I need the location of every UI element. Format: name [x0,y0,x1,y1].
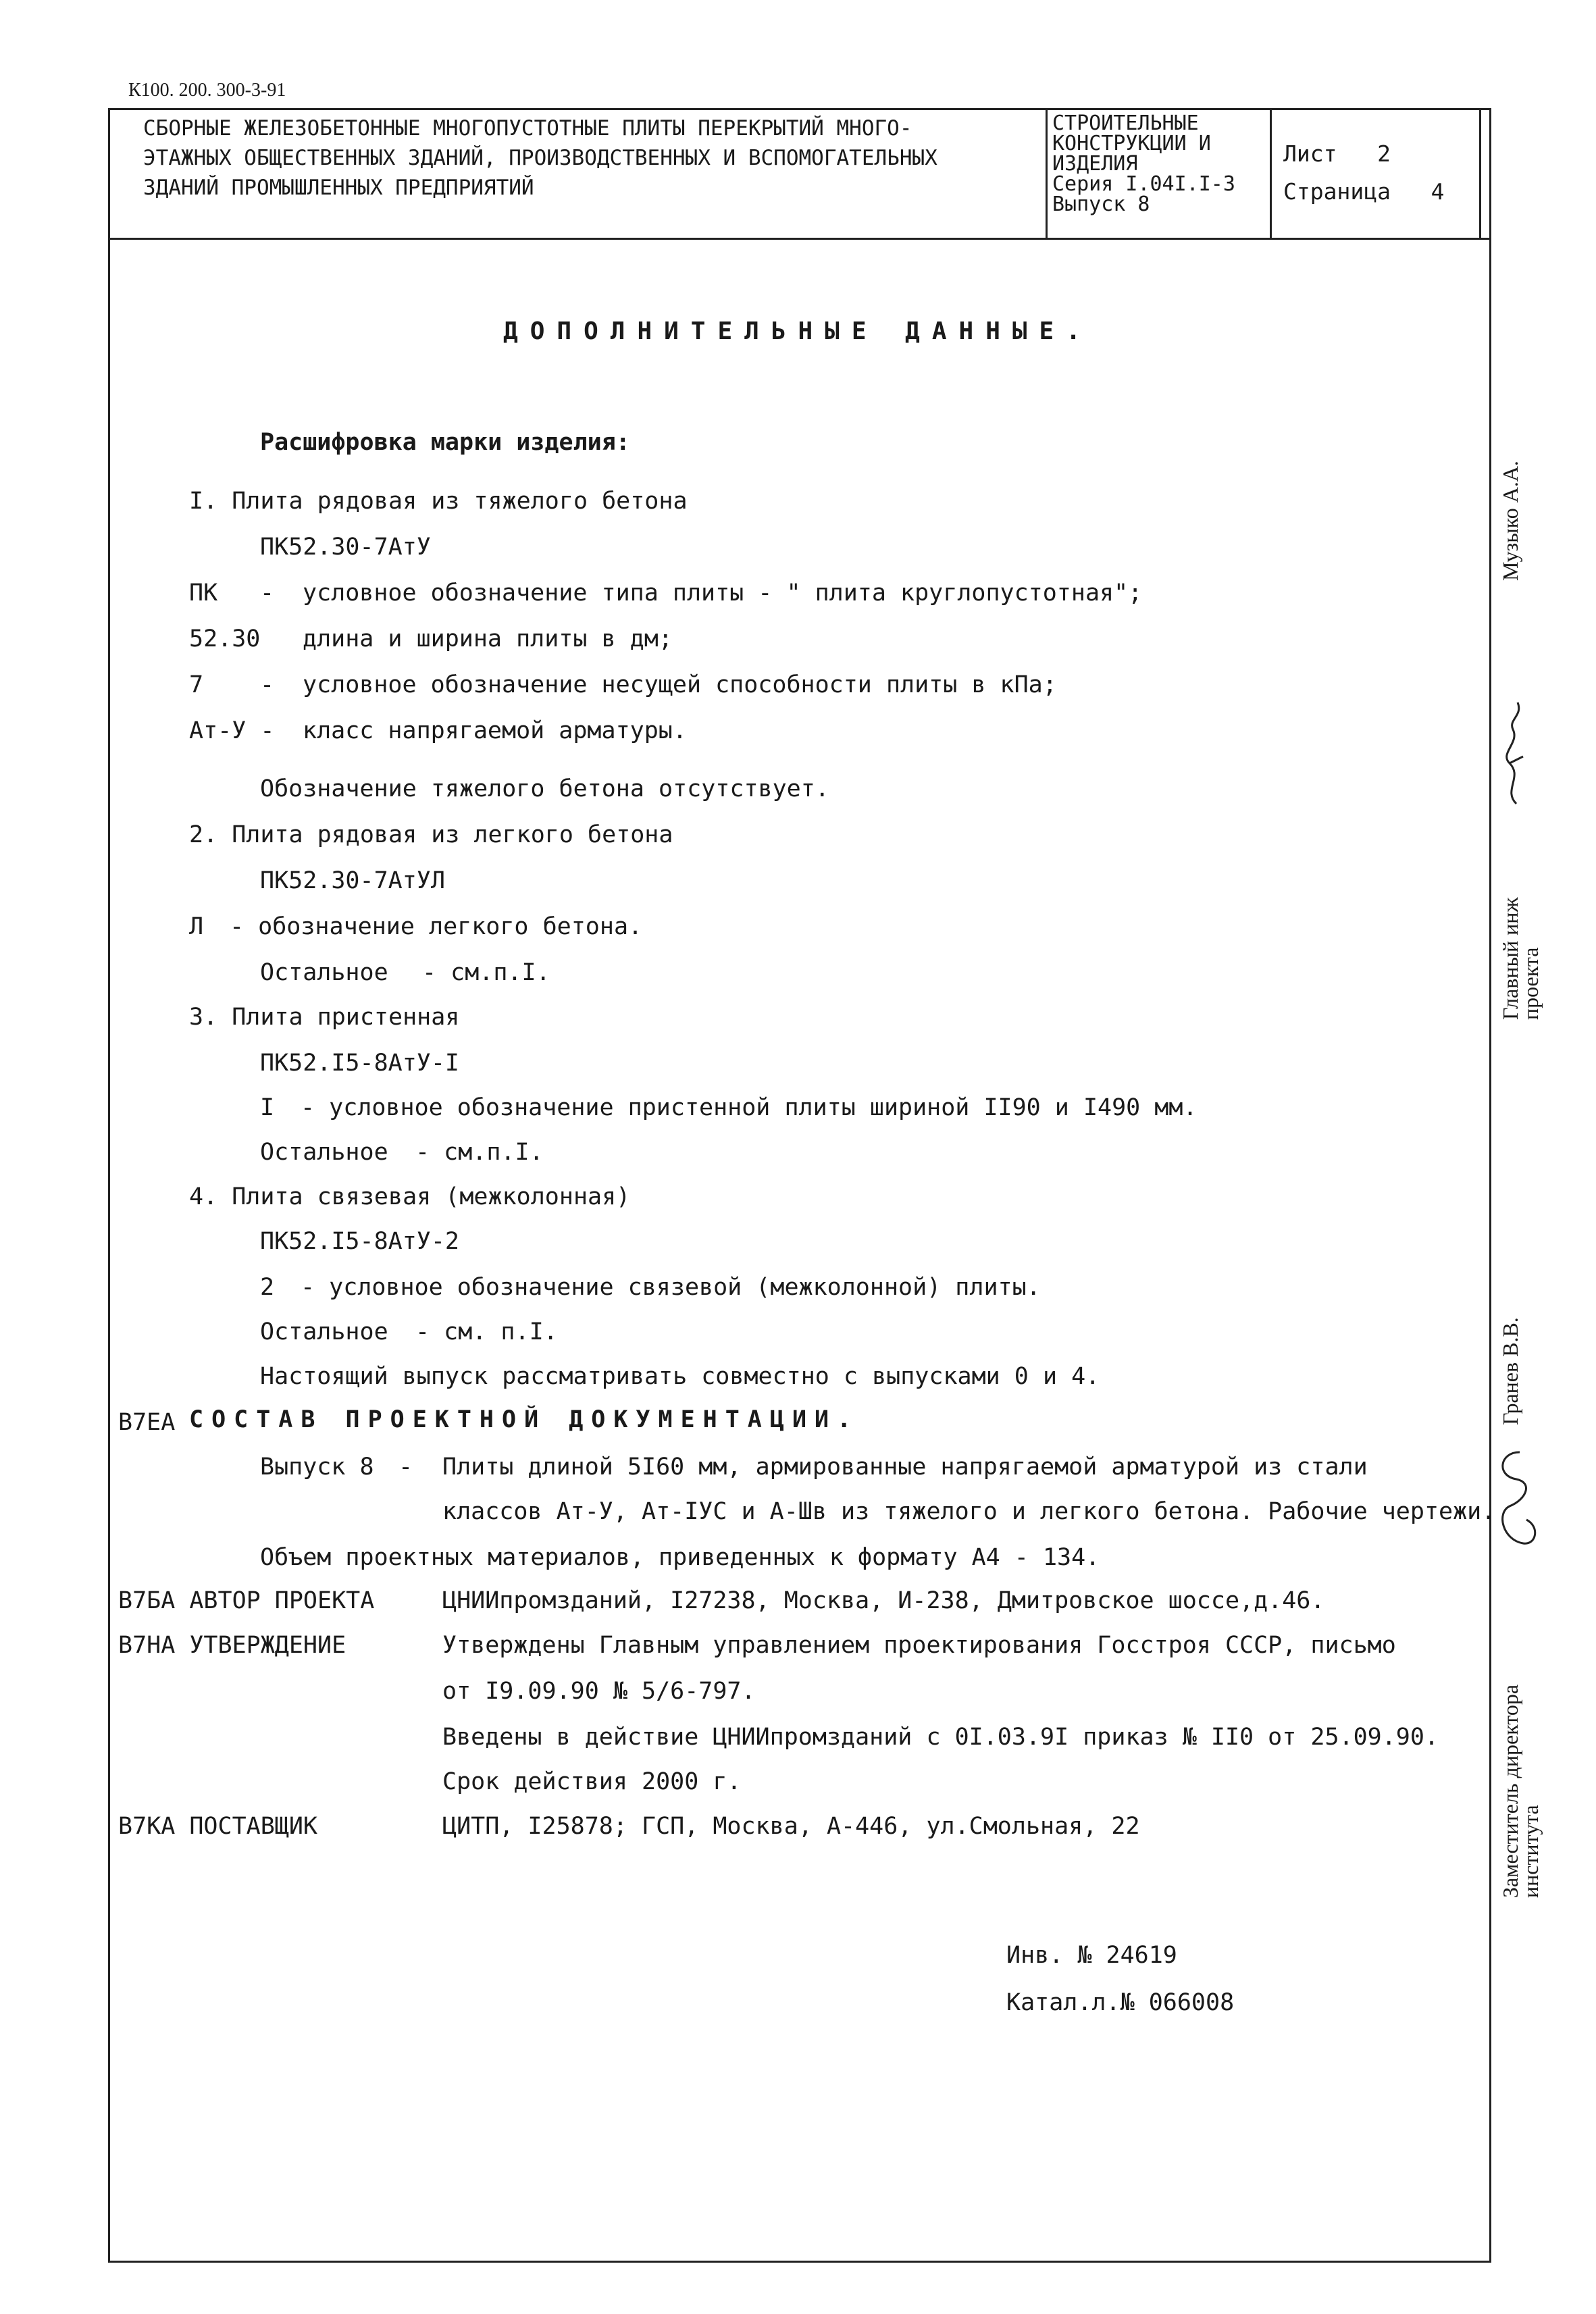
i-key: I [260,1094,275,1121]
catalog-number: Катал.л.№ 066008 [1006,1989,1235,2016]
signature-1 [1489,689,1537,811]
item2-mark: ПК52.30-7АтУЛ [260,867,445,894]
issue-description: классов Ат-У, Ат-IУС и А-Шв из тяжелого и легкого бетона. Рабочие чертежи. [442,1498,1496,1525]
issue-label: Выпуск 8 [260,1454,374,1481]
supplier-label: В7КА ПОСТАВЩИК [118,1813,318,1840]
side-name: Гранев В.В. [1498,1317,1522,1425]
rest-label: Остальное [260,1318,388,1345]
page-label: Страница [1283,178,1391,205]
pk-description: условное обозначение типа плиты - " плита круглопустотная"; [303,580,1143,607]
author-value: ЦНИИпромзданий, I27238, Москва, И-238, Дмитровское шоссе,д.46. [442,1587,1325,1614]
decode-title: Расшифровка марки изделия: [260,429,630,456]
sheet-value: 2 [1377,140,1391,167]
item3-mark: ПК52.I5-8АтУ-I [260,1050,460,1077]
rest-reference: - см.п.I. [422,959,550,986]
approval-label: В7НА УТВЕРЖДЕНИЕ [118,1632,346,1659]
header-column-divider [1479,108,1481,239]
l-description: - обозначение легкого бетона. [230,913,643,940]
signature-2 [1486,1445,1547,1553]
author-label: В7БА АВТОР ПРОЕКТА [118,1587,375,1614]
supplier-value: ЦИТП, I25878; ГСП, Москва, А-446, ул.Смольная, 22 [442,1813,1140,1840]
item3-title: 3. Плита пристенная [189,1004,460,1031]
two-key: 2 [260,1274,275,1301]
series-block [1052,113,1268,215]
side-role: Заместитель директора [1498,1684,1522,1898]
approval-line: Утверждены Главным управлением проектирования Госстроя СССР, письмо [442,1632,1396,1659]
side-role: Главный инж [1498,897,1522,1020]
item1-mark: ПК52.30-7АтУ [260,534,431,561]
section-code: В7ЕА [118,1409,176,1436]
approval-line: Срок действия 2000 г. [442,1768,742,1795]
title-line: ЭТАЖНЫХ ОБЩЕСТВЕННЫХ ЗДАНИЙ, ПРОИЗВОДСТВЕННЫХ И ВСПОМОГАТЕЛЬНЫХ [143,146,937,170]
pk-key: ПК [189,580,218,607]
composition-title: СОСТАВ ПРОЕКТНОЙ ДОКУМЕНТАЦИИ. [189,1406,860,1433]
rest-label: Остальное [260,1139,388,1166]
title-line: СБОРНЫЕ ЖЕЛЕЗОБЕТОННЫЕ МНОГОПУСТОТНЫЕ ПЛИТЫ ПЕРЕКРЫТИЙ МНОГО- [143,116,912,140]
item4-mark: ПК52.I5-8АтУ-2 [260,1228,460,1255]
approval-line: от I9.09.90 № 5/6-797. [442,1678,756,1705]
document-code: К100. 200. 300-3-91 [128,80,286,101]
joint-issues-note: Настоящий выпуск рассматривать совместно с выпусками 0 и 4. [260,1363,1100,1390]
series-line: Выпуск 8 [1052,192,1150,216]
series-line: СТРОИТЕЛЬНЫЕ [1052,111,1199,135]
issue-dash: - [398,1454,413,1481]
header-divider [108,238,1491,240]
dimension-description: длина и ширина плиты в дм; [303,625,673,652]
header-column-divider [1270,108,1272,239]
load-key: 7 [189,671,204,698]
volume-note: Объем проектных материалов, приведенных к формату А4 - 134. [260,1544,1100,1571]
title-line: ЗДАНИЙ ПРОМЫШЛЕННЫХ ПРЕДПРИЯТИЙ [143,176,534,200]
side-name: Музыко А.А. [1498,461,1522,581]
load-dash: - [260,671,275,698]
item2-title: 2. Плита рядовая из легкого бетона [189,821,673,848]
section-heading: ДОПОЛНИТЕЛЬНЫЕ ДАННЫЕ. [503,317,1093,345]
heavy-concrete-note: Обозначение тяжелого бетона отсутствует. [260,775,829,802]
two-description: - условное обозначение связевой (межколонной) плиты. [301,1274,1041,1301]
item4-title: 4. Плита связевая (межколонная) [189,1183,631,1210]
series-line: ИЗДЕЛИЯ [1052,152,1138,176]
rest-label: Остальное [260,959,388,986]
approval-line: Введены в действие ЦНИИпромзданий с 0I.03.9I приказ № II0 от 25.09.90. [442,1724,1439,1751]
header-column-divider [1046,108,1048,239]
side-role: института [1518,1805,1543,1898]
l-key: Л [189,913,204,940]
inventory-number: Инв. № 24619 [1006,1942,1177,1969]
series-line: КОНСТРУКЦИИ И [1052,132,1211,155]
series-line: Серия I.04I.I-3 [1052,172,1235,196]
sheet-block [1283,135,1444,211]
issue-description: Плиты длиной 5I60 мм, армированные напрягаемой арматурой из стали [442,1454,1368,1481]
dimension-key: 52.30 [189,625,261,652]
pk-dash: - [260,580,275,607]
steel-description: класс напрягаемой арматуры. [303,717,687,744]
steel-key: Ат-У - [189,717,275,744]
item1-title: I. Плита рядовая из тяжелого бетона [189,488,688,515]
side-role: проекта [1518,947,1543,1020]
i-description: - условное обозначение пристенной плиты шириной II90 и I490 мм. [301,1094,1198,1121]
page-value: 4 [1431,178,1445,205]
sheet-label: Лист [1283,140,1337,167]
document-title [143,113,1041,203]
rest-reference: - см. п.I. [415,1318,558,1345]
rest-reference: - см.п.I. [415,1139,544,1166]
load-description: условное обозначение несущей способности плиты в кПа; [303,671,1057,698]
